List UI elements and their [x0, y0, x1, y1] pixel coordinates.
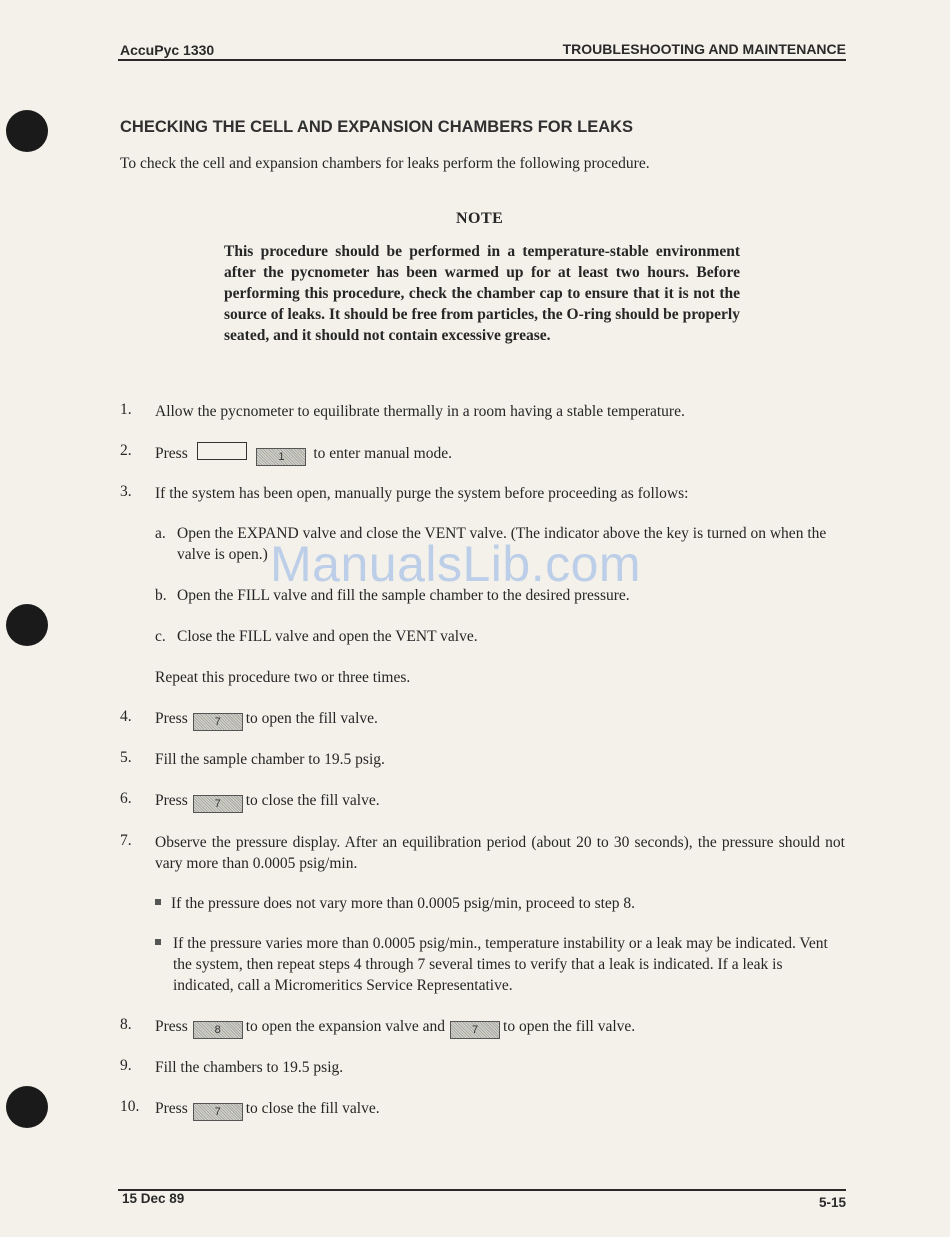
key-1: 1 — [256, 448, 306, 466]
key-7: 7 — [193, 1103, 243, 1121]
step-3b-text: Open the FILL valve and fill the sample chamber to the desired pressure. — [177, 587, 630, 604]
step-4-post: to open the fill valve. — [245, 710, 378, 727]
step-7-number: 7. — [120, 832, 132, 849]
key-7: 7 — [193, 713, 243, 731]
step-7-bullet-2: If the pressure varies more than 0.0005 psig/min., temperature instability or a leak may be indicated. Vent the system, then repeat steps 4 through 7 several times to verify that a leak is indicated. If a leak is indicated, call a Micromeritics Service Representative. — [173, 935, 828, 994]
step-8-line — [155, 1016, 635, 1039]
note-title: NOTE — [456, 210, 504, 227]
step-8-mid: to open the expansion valve and — [245, 1018, 446, 1035]
step-3c-label: c. — [155, 628, 166, 645]
step-10-number: 10. — [120, 1098, 140, 1115]
step-3-text: If the system has been open, manually purge the system before proceeding as follows: — [155, 485, 689, 502]
section-title: CHECKING THE CELL AND EXPANSION CHAMBERS FOR LEAKS — [120, 118, 634, 136]
step-2-press: Press — [155, 445, 188, 462]
step-7-bullet-1 — [155, 893, 635, 914]
step-1-number: 1. — [120, 401, 132, 418]
binder-hole-bottom — [6, 1086, 48, 1128]
header-right: TROUBLESHOOTING AND MAINTENANCE — [562, 41, 846, 57]
step-9-text: Fill the chambers to 19.5 psig. — [155, 1059, 344, 1076]
watermark: ManualsLib.com — [270, 536, 642, 592]
step-8-post: to open the fill valve. — [503, 1018, 636, 1035]
step-10-line — [155, 1098, 380, 1121]
step-9-number: 9. — [120, 1057, 132, 1074]
step-4-number: 4. — [120, 708, 132, 725]
step-6-number: 6. — [120, 790, 132, 807]
page-number: 5-15 — [818, 1195, 846, 1210]
step-5-text: Fill the sample chamber to 19.5 psig. — [155, 751, 385, 768]
step-1-text: Allow the pycnometer to equilibrate thermally in a room having a stable temperature. — [155, 403, 685, 420]
intro-text: To check the cell and expansion chambers for leaks perform the following procedure. — [120, 155, 650, 172]
step-3a-label: a. — [155, 525, 166, 542]
bullet-marker — [155, 939, 161, 945]
step-4-press: Press — [155, 710, 188, 727]
step-5-number: 5. — [120, 749, 132, 766]
step-6-press: Press — [155, 792, 188, 809]
step-2-number: 2. — [120, 442, 132, 459]
step-10-press: Press — [155, 1100, 188, 1117]
step-4-line — [155, 708, 378, 731]
mode-key — [197, 442, 247, 460]
key-8: 8 — [193, 1021, 243, 1039]
step-7-text: Observe the pressure display. After an equilibration period (about 20 to 30 seconds), the pressure should not vary more than 0.0005 psig/min. — [155, 834, 845, 872]
header-rule — [118, 59, 846, 61]
step-3c-text: Close the FILL valve and open the VENT valve. — [177, 628, 478, 645]
step-6-post: to close the fill valve. — [245, 792, 380, 809]
step-7-bullet-2-marker-row — [155, 933, 171, 954]
step-3b-label: b. — [155, 587, 167, 604]
step-6-line — [155, 790, 380, 813]
bullet-marker — [155, 899, 161, 905]
step-3a-text: Open the EXPAND valve and close the VENT valve. (The indicator above the key is turned on when the valve is open.) — [177, 525, 827, 563]
step-3-repeat: Repeat this procedure two or three times. — [155, 669, 411, 686]
footer-date: 15 Dec 89 — [122, 1191, 185, 1206]
step-2-post: to enter manual mode. — [313, 445, 452, 462]
key-7: 7 — [193, 795, 243, 813]
step-3-number: 3. — [120, 483, 132, 500]
key-7: 7 — [450, 1021, 500, 1039]
footer-rule — [118, 1189, 846, 1191]
step-2-line — [155, 442, 452, 466]
step-10-post: to close the fill valve. — [245, 1100, 380, 1117]
note-text: This procedure should be performed in a temperature-stable environment after the pycnometer has been warmed up for at least two hours. Before performing this procedure, check the chamber cap to ensure that it is not the source of leaks. It should be free from particles, the O-ring should be properly seated, and it should not contain excessive grease. — [224, 243, 740, 344]
header-left: AccuPyc 1330 — [120, 42, 215, 58]
step-8-number: 8. — [120, 1016, 132, 1033]
binder-hole-middle — [6, 604, 48, 646]
bullet-1-text: If the pressure does not vary more than 0.0005 psig/min, proceed to step 8. — [171, 895, 636, 912]
step-8-press: Press — [155, 1018, 188, 1035]
binder-hole-top — [6, 110, 48, 152]
